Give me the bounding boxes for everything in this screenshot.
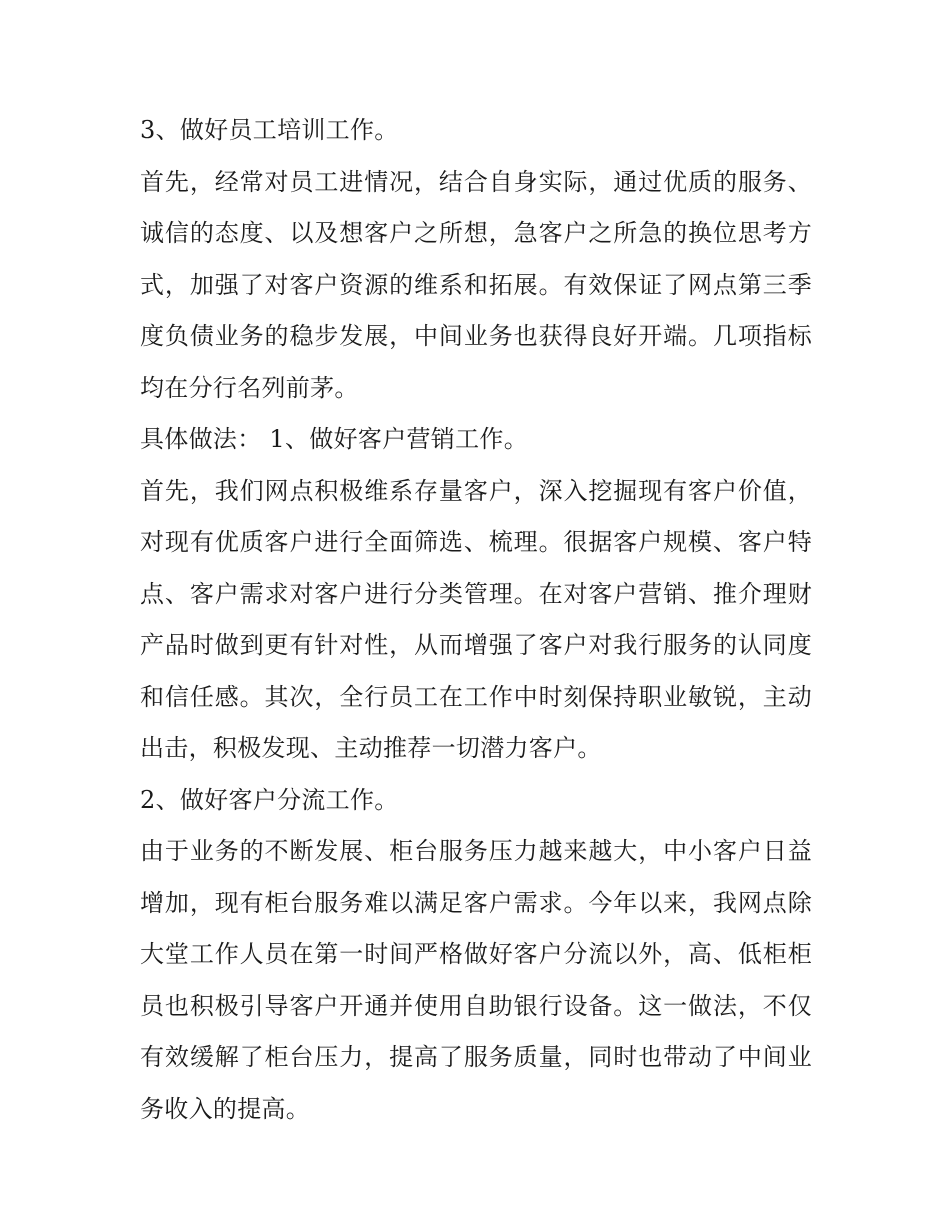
paragraph-customer-marketing: 首先，我们网点积极维系存量客户，深入挖掘现有客户价值，对现有优质客户进行全面筛选、梳理。很据客户规模、客户特点、客户需求对客户进行分类管理。在对客户营销、推介理财产品时做到更有针对性，从而增强了客户对我行服务的认同度和信任感。其次，全行员工在工作中时刻保持职业敏锐，主动出击，积极发现、主动推荐一切潜力客户。	[140, 476, 812, 762]
paragraph-staff-training: 首先，经常对员工进情况，结合自身实际，通过优质的服务、诚信的态度、以及想客户之所想，急客户之所急的换位思考方式，加强了对客户资源的维系和拓展。有效保证了网点第三季度负债业务的稳步发展，中间业务也获得良好开端。几项指标均在分行名列前茅。	[140, 167, 812, 402]
document-body	[140, 105, 812, 1135]
paragraph-customer-diversion: 由于业务的不断发展、柜台服务压力越来越大，中小客户日益增加，现有柜台服务难以满足客户需求。今年以来，我网点除大堂工作人员在第一时间严格做好客户分流以外，高、低柜柜员也积极引导客户开通并使用自助银行设备。这一做法，不仅有效缓解了柜台压力，提高了服务质量，同时也带动了中间业务收入的提高。	[140, 837, 812, 1123]
heading-customer-marketing: 具体做法： 1、做好客户营销工作。	[140, 425, 528, 453]
heading-staff-training: 3、做好员工培训工作。	[140, 116, 399, 144]
heading-customer-diversion: 2、做好客户分流工作。	[140, 785, 399, 814]
